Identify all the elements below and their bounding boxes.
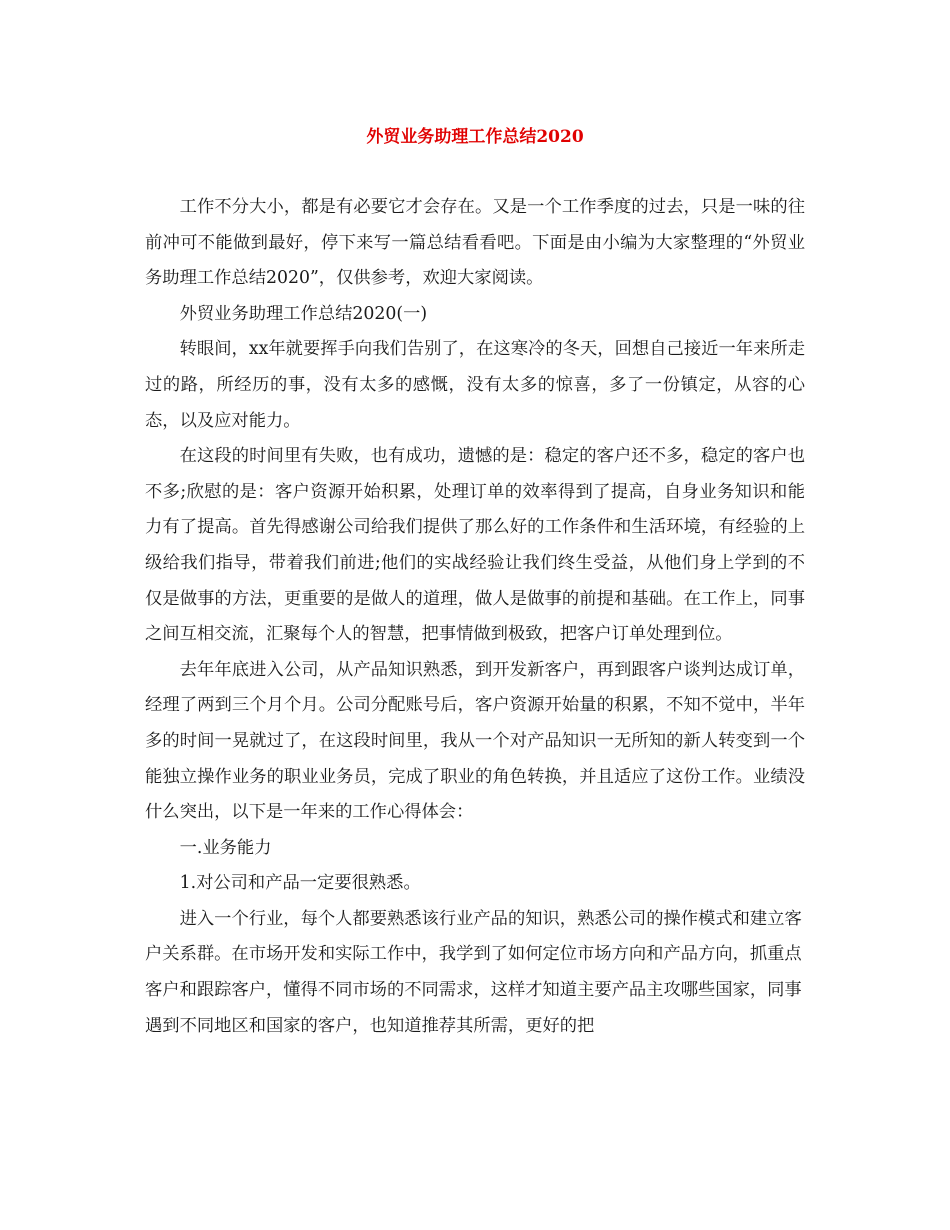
body-paragraph: 去年年底进入公司，从产品知识熟悉，到开发新客户，再到跟客户谈判达成订单，经理了两到三个月个月。公司分配账号后，客户资源开始量的积累，不知不觉中，半年多的时间一晃就过了，在这段时间里，我从一个对产品知识一无所知的新人转变到一个能独立操作业务的职业业务员，完成了职业的角色转换，并且适应了这份工作。业绩没什么突出，以下是一年来的工作心得体会： [145, 659, 805, 823]
body-paragraph: 进入一个行业，每个人都要熟悉该行业产品的知识，熟悉公司的操作模式和建立客户关系群。在市场开发和实际工作中，我学到了如何定位市场方向和产品方向，抓重点客户和跟踪客户，懂得不同市场的不同需求，这样才知道主要产品主攻哪些国家，同事遇到不同地区和国家的客户，也知道推荐其所需，更好的把 [145, 908, 802, 1036]
list-item-1: 1.对公司和产品一定要很熟悉。 [179, 873, 421, 894]
body-paragraph: 在这段的时间里有失败，也有成功，遗憾的是：稳定的客户还不多，稳定的客户也不多;欣慰的是：客户资源开始积累，处理订单的效率得到了提高，自身业务知识和能力有了提高。首先得感谢公司给我们提供了那么好的工作条件和生活环境，有经验的上级给我们指导，带着我们前进;他们的实战经验让我们终生受益，从他们身上学到的不仅是做事的方法，更重要的是做人的道理，做人是做事的前提和基础。在工作上，同事之间互相交流，汇聚每个人的智慧，把事情做到极致，把客户订单处理到位。 [145, 446, 805, 645]
intro-paragraph: 工作不分大小，都是有必要它才会存在。又是一个工作季度的过去，只是一味的往前冲可不能做到最好，停下来写一篇总结看看吧。下面是由小编为大家整理的“外贸业务助理工作总结2020”，仅供参考，欢迎大家阅读。 [145, 197, 805, 289]
section-heading-1: 外贸业务助理工作总结2020(一) [179, 303, 428, 324]
subheading-business-ability: 一.业务能力 [179, 837, 272, 858]
document-body [145, 190, 805, 1044]
body-paragraph: 转眼间，xx年就要挥手向我们告别了，在这寒冷的冬天，回想自己接近一年来所走过的路，所经历的事，没有太多的感慨，没有太多的惊喜，多了一份镇定，从容的心态，以及应对能力。 [145, 339, 805, 431]
document-title: 外贸业务助理工作总结2020 [366, 127, 584, 147]
